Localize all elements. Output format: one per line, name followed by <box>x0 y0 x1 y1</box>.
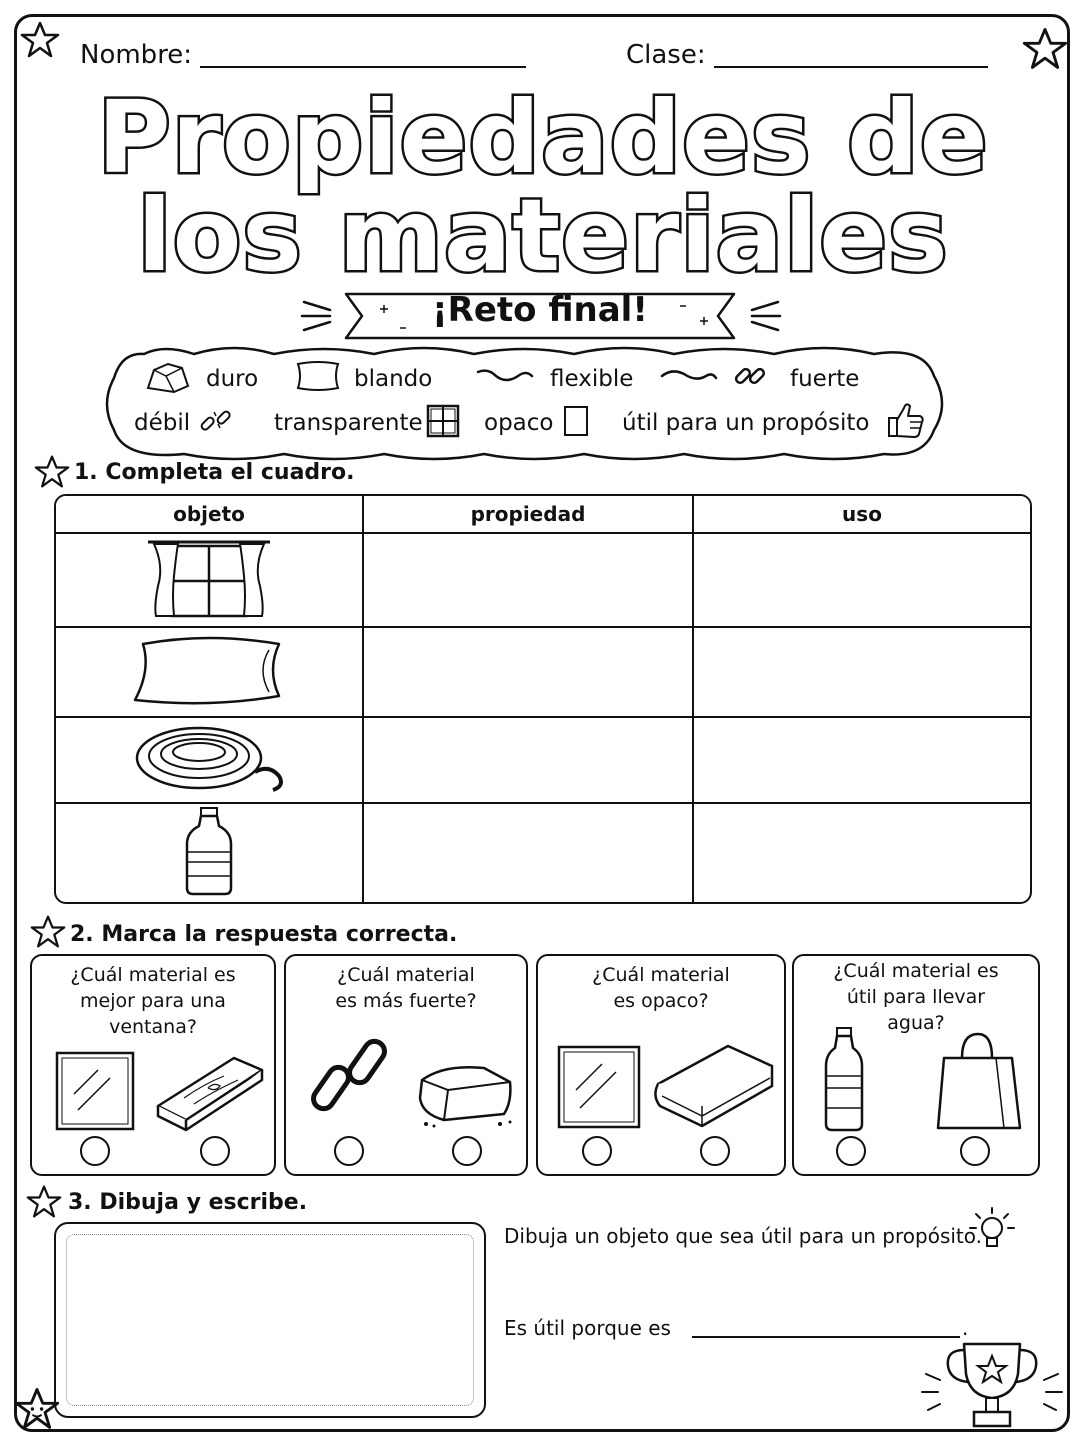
question-line: ¿Cuál material <box>337 964 475 986</box>
question-line: ¿Cuál material es <box>833 960 999 982</box>
sparkle-lines-icon <box>742 294 782 334</box>
question-line: ventana? <box>109 1016 197 1038</box>
title-banner <box>340 284 740 348</box>
uso-cell[interactable] <box>694 804 1030 902</box>
propiedad-cell[interactable] <box>364 718 694 804</box>
sentence-start: Es útil porque es <box>504 1316 671 1340</box>
question-text <box>32 962 274 1040</box>
propiedad-cell[interactable] <box>364 628 694 718</box>
table-row <box>56 804 1030 902</box>
question-line: ¿Cuál material <box>592 964 730 986</box>
question-text <box>794 958 1038 1036</box>
question-line: agua? <box>887 1012 945 1034</box>
pillow-icon <box>294 358 342 394</box>
paper-bag-icon <box>934 1028 1024 1132</box>
chain-icon <box>302 1034 398 1130</box>
answer-circle[interactable] <box>80 1136 110 1166</box>
water-bottle-icon <box>179 806 239 896</box>
propiedad-cell[interactable] <box>364 534 694 628</box>
drawing-area <box>66 1234 474 1406</box>
vocab-word-debil: débil <box>134 410 191 436</box>
answer-circle[interactable] <box>200 1136 230 1166</box>
question-text <box>286 962 526 1014</box>
table-row <box>56 534 1030 628</box>
object-cell <box>56 534 364 628</box>
answer-circle[interactable] <box>700 1136 730 1166</box>
vocab-word-fuerte: fuerte <box>790 366 860 392</box>
question-card-2 <box>284 954 528 1176</box>
star-icon <box>20 20 60 60</box>
sentence-end: . <box>962 1316 969 1340</box>
vocab-word-flexible: flexible <box>550 366 634 392</box>
answer-circle[interactable] <box>960 1136 990 1166</box>
question-text <box>538 962 784 1014</box>
vocab-word-opaco: opaco <box>484 410 554 436</box>
star-icon <box>26 1184 62 1220</box>
name-field[interactable] <box>200 66 526 68</box>
question-card-4 <box>792 954 1040 1176</box>
uso-cell[interactable] <box>694 718 1030 804</box>
question-line: ¿Cuál material es <box>70 964 236 986</box>
vocab-word-util: útil para un propósito <box>622 410 870 436</box>
table-header-row <box>56 496 1030 534</box>
chain-icon <box>732 358 768 394</box>
question-line: útil para llevar <box>846 986 986 1008</box>
vocab-word-blando: blando <box>354 366 433 392</box>
question-card-1 <box>30 954 276 1176</box>
answer-circle[interactable] <box>582 1136 612 1166</box>
table-row <box>56 628 1030 718</box>
banner-text: ¡Reto final! <box>432 290 648 330</box>
answer-circle[interactable] <box>836 1136 866 1166</box>
properties-table <box>54 494 1032 904</box>
answer-circle[interactable] <box>334 1136 364 1166</box>
water-bottle-icon <box>824 1026 864 1132</box>
vocab-word-duro: duro <box>206 366 259 392</box>
uso-cell[interactable] <box>694 534 1030 628</box>
object-cell <box>56 628 364 718</box>
star-icon <box>1022 26 1068 72</box>
question-line: es opaco? <box>613 990 709 1012</box>
question-line: es más fuerte? <box>335 990 477 1012</box>
object-cell <box>56 804 364 902</box>
window-curtains-icon <box>144 536 274 620</box>
star-icon <box>34 454 70 490</box>
title-line-1: Propiedades de <box>97 79 989 196</box>
class-label: Clase: <box>626 40 706 70</box>
question-card-3 <box>536 954 786 1176</box>
rope-icon <box>658 366 720 386</box>
title-line-2: los materiales <box>137 177 949 294</box>
section-1-title: 1. Completa el cuadro. <box>74 460 355 485</box>
drawing-box[interactable] <box>54 1222 486 1418</box>
glass-pane-icon <box>54 1050 136 1132</box>
uso-cell[interactable] <box>694 628 1030 718</box>
section-2-title: 2. Marca la respuesta correcta. <box>70 922 458 947</box>
propiedad-cell[interactable] <box>364 804 694 902</box>
pillow-icon <box>129 630 289 710</box>
rock-icon <box>144 360 190 394</box>
drawing-instruction: Dibuja un objeto que sea útil para un propósito. <box>504 1224 982 1248</box>
name-label: Nombre: <box>80 40 193 70</box>
column-header-uso: uso <box>694 496 1030 534</box>
column-header-propiedad: propiedad <box>364 496 694 534</box>
question-line: mejor para una <box>80 990 226 1012</box>
class-field[interactable] <box>714 66 988 68</box>
rope-coil-icon <box>129 720 289 796</box>
column-header-objeto: objeto <box>56 496 364 534</box>
light-bulb-icon <box>966 1204 1018 1256</box>
wood-plank-icon <box>154 1048 266 1134</box>
broken-chain-icon <box>198 404 234 440</box>
vocabulary-cloud <box>104 346 946 462</box>
window-icon <box>426 404 460 438</box>
trophy-icon <box>918 1334 1066 1434</box>
section-3-title: 3. Dibuja y escribe. <box>68 1190 308 1215</box>
star-icon <box>30 914 66 950</box>
answer-circle[interactable] <box>452 1136 482 1166</box>
square-icon <box>562 404 590 438</box>
glass-pane-icon <box>556 1044 642 1130</box>
book-icon <box>652 1040 778 1130</box>
table-row <box>56 718 1030 804</box>
thumbs-up-icon <box>886 400 926 440</box>
sparkle-lines-icon <box>300 294 340 334</box>
vocab-word-transparente: transparente <box>274 410 423 436</box>
object-cell <box>56 718 364 804</box>
crumbly-block-icon <box>414 1058 518 1130</box>
rope-icon <box>474 366 536 386</box>
